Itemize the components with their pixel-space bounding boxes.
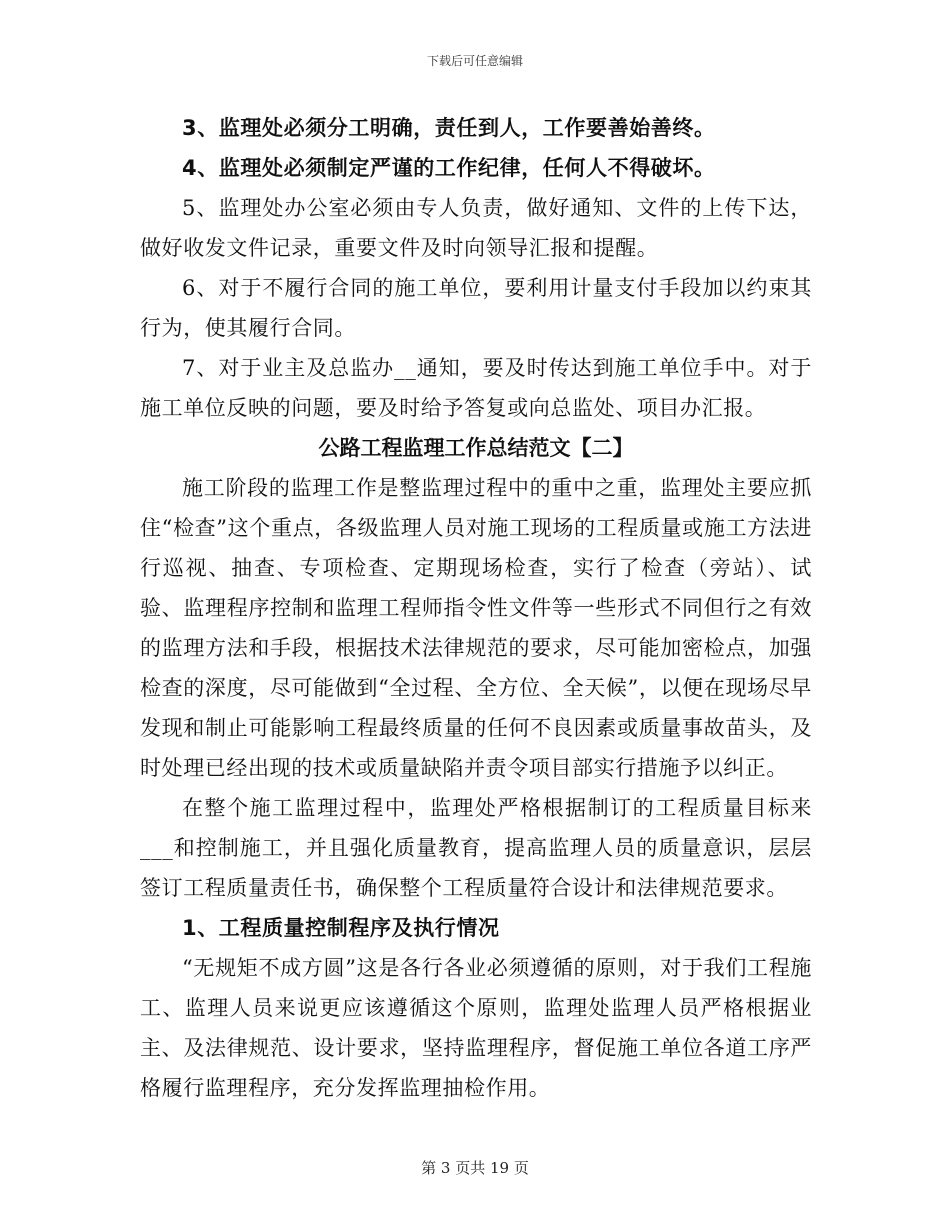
paragraph-item-4: 4、监理处必须制定严谨的工作纪律，任何人不得破坏。 — [182, 156, 716, 180]
final-paragraph: “无规矩不成方圆”这是各行各业必须遵循的原则，对于我们工程施工、监理人员来说更应该遵循这个原则，监理处监理人员严格根据业主、及法律规范、设计要求，坚持监理程序，督促施工单位各道工序严格履行监理程序，充分发挥监理抽检作用。 — [140, 956, 812, 1100]
paragraph-item-7: 7、对于业主及总监办__通知，要及时传达到施工单位手中。对于施工单位反映的问题，要及时给予答复或向总监处、项目办汇报。 — [140, 356, 812, 420]
page-number: 第 3 页共 19 页 — [421, 1159, 529, 1177]
section-paragraph-1: 施工阶段的监理工作是整监理过程中的重中之重，监理处主要应抓住“检查”这个重点，各级监理人员对施工现场的工程质量或施工方法进行巡视、抽查、专项检查、定期现场检查，实行了检查（旁站）、试验、监理程序控制和监理工程师指令性文件等一些形式不同但行之有效的监理方法和手段，根据技术法律规范的要求，尽可能加密检点，加强检查的深度，尽可能做到“全过程、全方位、全天候”，以便在现场尽早发现和制止可能影响工程最终质量的任何不良因素或质量事故苗头，及时处理已经出现的技术或质量缺陷并责令项目部实行措施予以纠正。 — [140, 476, 812, 780]
paragraph-item-5: 5、监理处办公室必须由专人负责，做好通知、文件的上传下达，做好收发文件记录，重要文件及时向领导汇报和提醒。 — [140, 196, 812, 260]
subheading: 1、工程质量控制程序及执行情况 — [182, 916, 500, 940]
page-header: 下载后可任意编辑 — [426, 54, 523, 68]
paragraph-item-6: 6、对于不履行合同的施工单位，要利用计量支付手段加以约束其行为，使其履行合同。 — [140, 276, 812, 340]
section-paragraph-2: 在整个施工监理过程中，监理处严格根据制订的工程质量目标来___和控制施工，并且强化质量教育，提高监理人员的质量意识，层层签订工程质量责任书，确保整个工程质量符合设计和法律规范要求。 — [140, 796, 812, 900]
paragraph-item-3: 3、监理处必须分工明确，责任到人，工作要善始善终。 — [182, 116, 716, 140]
section-title: 公路工程监理工作总结范文【二】 — [318, 436, 634, 460]
document-body — [140, 108, 812, 1108]
